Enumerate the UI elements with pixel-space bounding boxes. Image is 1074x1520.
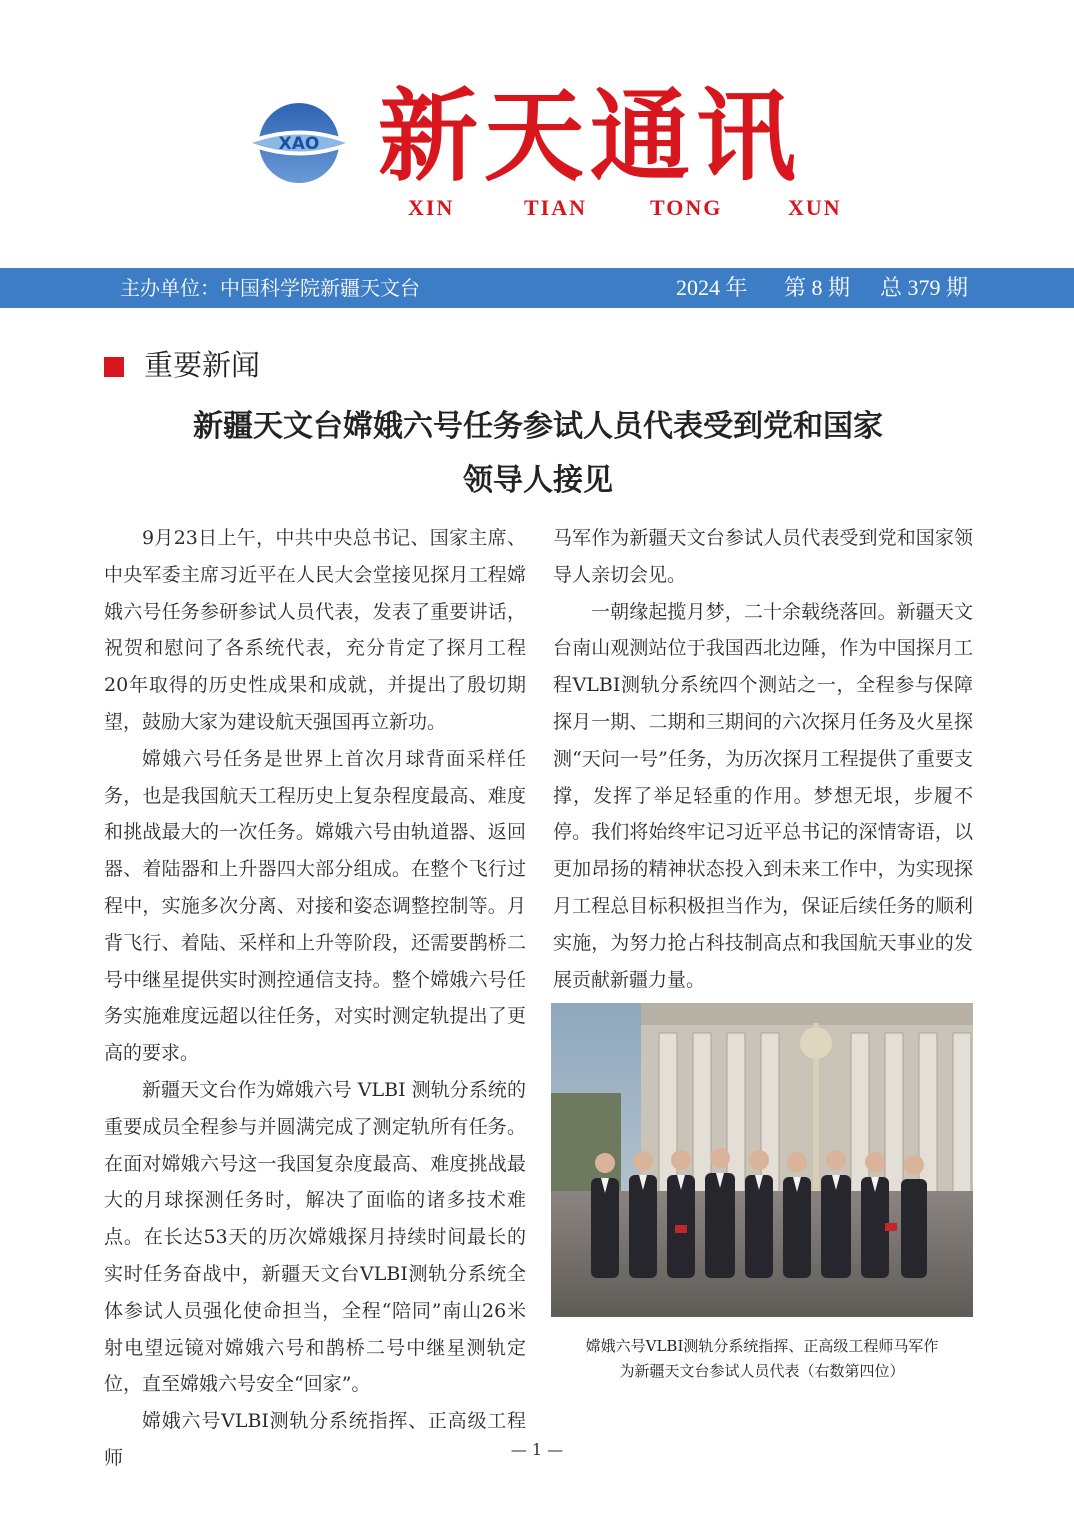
page-number: — 1 — <box>510 1440 564 1459</box>
issue-number: 第 8 期 <box>784 275 851 300</box>
article-paragraph: 马军作为新疆天文台参试人员代表受到党和国家领导人亲切会见。 <box>553 527 973 586</box>
sponsor-text: 主办单位：中国科学院新疆天文台 <box>120 276 420 300</box>
masthead <box>0 0 1074 268</box>
total-issue-number: 总 379 期 <box>880 275 969 300</box>
headline-line: 领导人接见 <box>463 463 613 498</box>
group-photo <box>551 1003 973 1317</box>
caption-line: 嫦娥六号VLBI测轨分系统指挥、正高级工程师马军作 <box>585 1337 939 1355</box>
caption-line: 为新疆天文台参试人员代表（右数第四位） <box>619 1362 905 1380</box>
year-text: 2024 年 <box>676 275 748 300</box>
xao-logo <box>238 100 360 186</box>
article-column-right <box>553 520 973 998</box>
photo-caption <box>551 1334 973 1384</box>
article-paragraph: 一朝缘起揽月梦，二十余载绕落回。新疆天文台南山观测站位于我国西北边陲，作为中国探月工程VLBI测轨分系统四个测站之一，全程参与保障探月一期、二期和三期间的六次探月任务及火星探测“天问一号”任务，为历次探月工程提供了重要支撑，发挥了举足轻重的作用。梦想无垠，步履不停。我们将始终牢记习近平总书记的深情寄语，以更加昂扬的精神状态投入到未来工作中，为实现探月工程总目标积极担当作为，保证后续任务的顺利实施，为努力抢占科技制高点和我国航天事业的发展贡献新疆力量。 <box>553 600 973 991</box>
section-title: 重要新闻 <box>144 348 261 382</box>
group-photo-illustration <box>551 1003 973 1317</box>
pinyin-word: XUN <box>788 195 842 220</box>
info-bar <box>0 268 1074 308</box>
article-column-left <box>104 520 526 1477</box>
article-paragraph: 新疆天文台作为嫦娥六号 VLBI 测轨分系统的重要成员全程参与并圆满完成了测定轨所有任务。在面对嫦娥六号这一我国复杂度最高、难度挑战最大的月球探测任务时，解决了面临的诸多技术难点。在长达53天的历次嫦娥探月持续时间最长的实时任务奋战中，新疆天文台VLBI测轨分系统全体参试人员强化使命担当，全程“陪同”南山26米射电望远镜对嫦娥六号和鹊桥二号中继星测轨定位，直至嫦娥六号安全“回家”。 <box>104 1078 526 1396</box>
newsletter-title: 新天通讯 <box>378 78 802 195</box>
pinyin-word: TIAN <box>524 195 588 220</box>
article-paragraph: 9月23日上午，中共中央总书记、国家主席、中央军委主席习近平在人民大会堂接见探月工程嫦娥六号任务参研参试人员代表，发表了重要讲话，祝贺和慰问了各系统代表，充分肯定了探月工程20年取得的历史性成果和成就，并提出了殷切期望，鼓励大家为建设航天强国再立新功。 <box>104 527 526 733</box>
article-paragraph: 嫦娥六号VLBI测轨分系统指挥、正高级工程师 <box>104 1410 526 1469</box>
article-paragraph: 嫦娥六号任务是世界上首次月球背面采样任务，也是我国航天工程历史上复杂程度最高、难度和挑战最大的一次任务。嫦娥六号由轨道器、返回器、着陆器和上升器四大部分组成。在整个飞行过程中，实施多次分离、对接和姿态调整控制等。月背飞行、着陆、采样和上升等阶段，还需要鹊桥二号中继星提供实时测控通信支持。整个嫦娥六号任务实施难度远超以往任务，对实时测定轨提出了更高的要求。 <box>104 747 526 1065</box>
logo-text: XAO <box>278 134 320 154</box>
pinyin-word: XIN <box>408 195 455 220</box>
headline-line: 新疆天文台嫦娥六号任务参试人员代表受到党和国家 <box>193 409 883 444</box>
section-square-icon <box>104 357 124 377</box>
article-headline <box>104 400 972 508</box>
pinyin-word: TONG <box>650 195 723 220</box>
